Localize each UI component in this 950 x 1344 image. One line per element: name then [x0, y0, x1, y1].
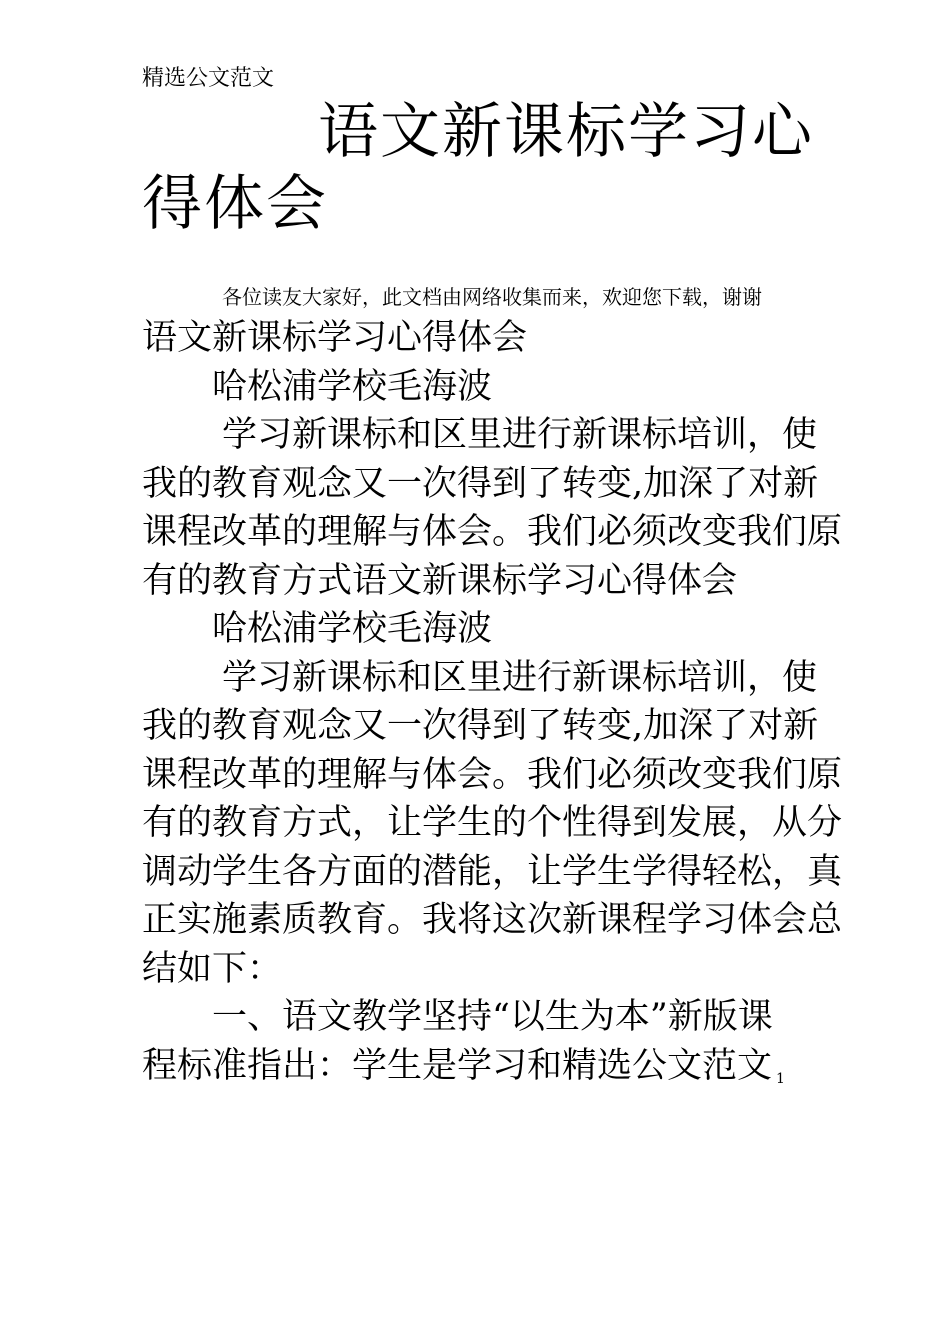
welcome-note: 各位读友大家好，此文档由网络收集而来，欢迎您下载，谢谢: [222, 285, 762, 309]
page-number: 1: [776, 1070, 785, 1087]
document-body: [142, 314, 842, 1103]
page-header: 精选公文范文: [142, 66, 275, 91]
author-line: 哈松浦学校毛海波: [212, 609, 493, 649]
author-line: 哈松浦学校毛海波: [212, 366, 493, 407]
body-tail-text: 程标准指出：学生是学习和精选公文范文: [142, 1045, 773, 1086]
body-paragraph: 学习新课标和区里进行新课标培训，使我的教育观念又一次得到了转变,加深了对新课程改革的理解与体会。我们必须改变我们原有的教育方式语文新课标学习心得体会: [142, 415, 843, 601]
section-heading: 一、语文教学坚持“以生为本”新版课: [212, 997, 773, 1037]
document-title: 语文新课标学习心得体会: [142, 97, 814, 239]
body-paragraph-tail: [142, 1042, 842, 1104]
body-paragraph: 学习新课标和区里进行新课标培训，使我的教育观念又一次得到了转变,加深了对新课程改革的理解与体会。我们必须改变我们原有的教育方式，让学生的个性得到发展，从分调动学生各方面的潜能，让学生学得轻松，真正实施素质教育。我将这次新课程学习体会总结如下：: [142, 657, 843, 989]
body-heading: 语文新课标学习心得体会: [142, 318, 528, 358]
